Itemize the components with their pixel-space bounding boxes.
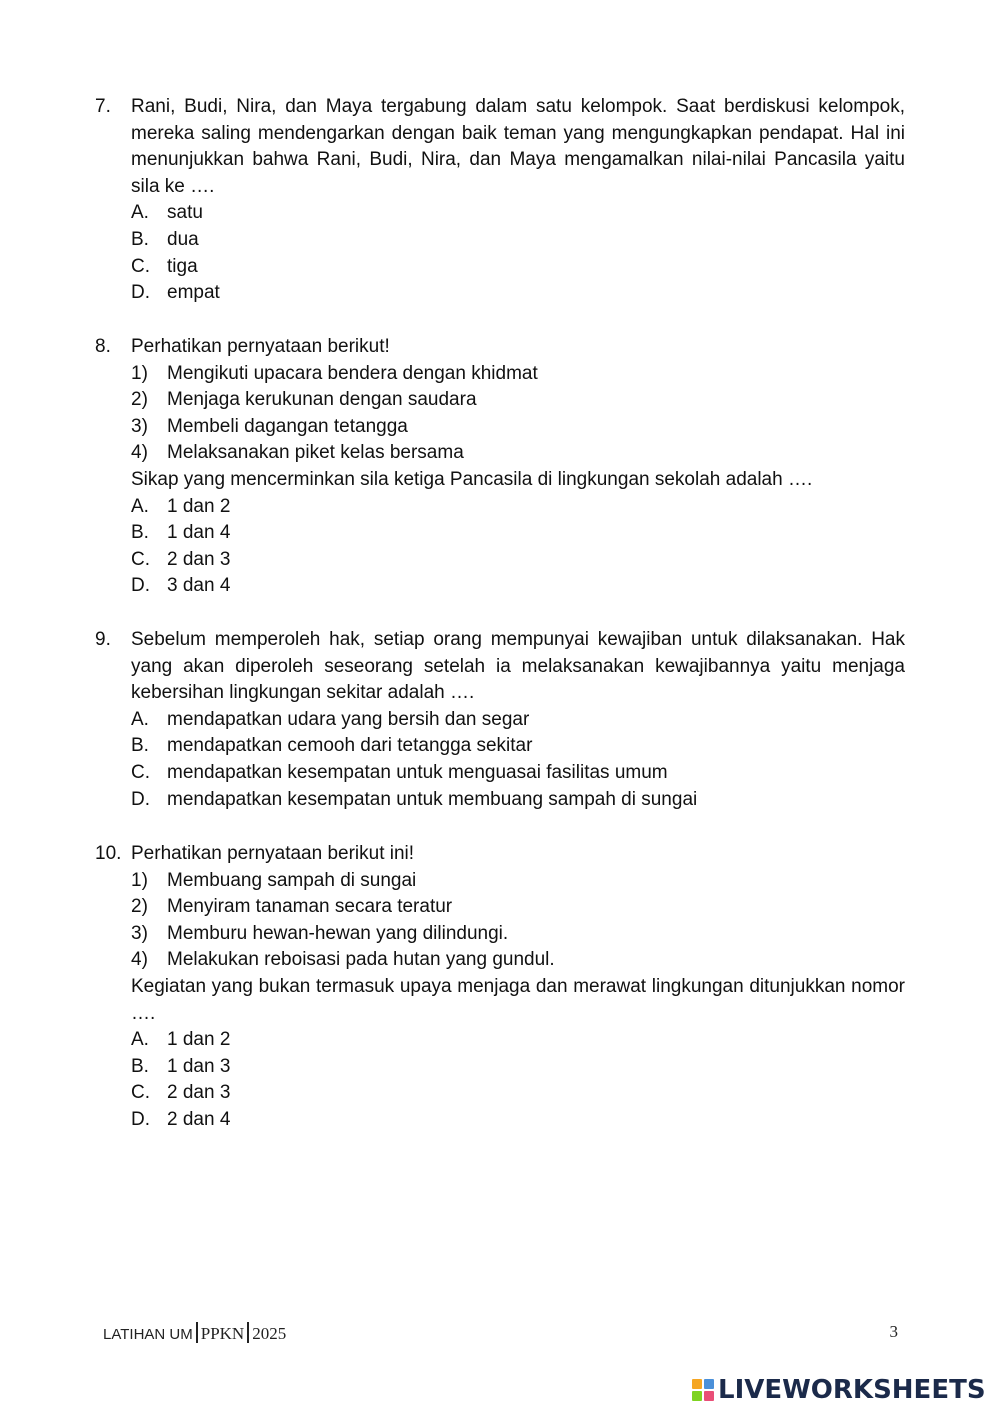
option-label: A. — [131, 495, 149, 517]
question-stem: Kegiatan yang bukan termasuk upaya menjaga dan merawat lingkungan ditunjukkan nomor …. — [131, 975, 905, 1024]
option-label: C. — [131, 548, 150, 570]
question-stem: Sikap yang mencerminkan sila ketiga Pancasila di lingkungan sekolah adalah …. — [131, 468, 813, 490]
statement-text: Melakukan reboisasi pada hutan yang gundul. — [167, 949, 555, 971]
question-9 — [95, 627, 905, 813]
option-c — [131, 547, 905, 574]
footer-separator — [196, 1322, 198, 1343]
statement-text: Mengikuti upacara bendera dengan khidmat — [167, 362, 538, 384]
option-label: A. — [131, 202, 149, 224]
question-8 — [95, 334, 905, 600]
brand-name: LIVEWORKSHEETS — [718, 1375, 986, 1405]
question-stem: Rani, Budi, Nira, dan Maya tergabung dalam satu kelompok. Saat berdiskusi kelompok, mereka saling mendengarkan dengan baik teman yang mengungkapkan pendapat. Hal ini menunjukkan bahwa Rani, Budi, Nira, dan Maya mengamalkan nilai-nilai Pancasila yaitu sila ke …. — [131, 96, 905, 197]
option-label: D. — [131, 788, 150, 810]
option-label: B. — [131, 1055, 149, 1077]
option-b — [131, 520, 905, 547]
liveworksheets-logo — [692, 1374, 986, 1406]
option-label: C. — [131, 1082, 150, 1104]
option-c — [131, 1080, 905, 1107]
question-10 — [95, 841, 905, 1134]
option-text: 1 dan 3 — [167, 1055, 231, 1077]
option-label: B. — [131, 735, 149, 757]
option-b — [131, 1054, 905, 1081]
option-label: C. — [131, 255, 150, 277]
footer-title: LATIHAN UM — [103, 1326, 193, 1343]
question-number: 8. — [95, 336, 111, 357]
question-intro: Perhatikan pernyataan berikut! — [131, 336, 390, 357]
option-a — [131, 707, 905, 734]
option-label: D. — [131, 282, 150, 304]
option-a — [131, 1027, 905, 1054]
option-d — [131, 787, 905, 814]
option-label: D. — [131, 1108, 150, 1130]
statement-item — [131, 414, 905, 441]
statement-text: Menjaga kerukunan dengan saudara — [167, 389, 477, 411]
option-a — [131, 200, 905, 227]
footer-year: 2025 — [252, 1324, 287, 1343]
option-text: 1 dan 2 — [167, 495, 231, 517]
question-number: 10. — [95, 843, 122, 864]
statement-label: 3) — [131, 922, 148, 944]
statement-text: Melaksanakan piket kelas bersama — [167, 442, 464, 464]
question-number: 9. — [95, 629, 111, 650]
question-number: 7. — [95, 96, 111, 117]
statement-item — [131, 868, 905, 895]
statement-text: Membeli dagangan tetangga — [167, 415, 408, 437]
statement-item — [131, 387, 905, 414]
question-stem: Sebelum memperoleh hak, setiap orang mempunyai kewajiban untuk dilaksanakan. Hak yang akan diperoleh seseorang setelah ia melaksanakan kewajibannya yaitu menjaga kebersihan lingkungan sekitar adalah …. — [131, 629, 905, 704]
page-footer — [103, 1322, 898, 1344]
option-text: satu — [167, 202, 203, 224]
statement-text: Menyiram tanaman secara teratur — [167, 896, 453, 918]
option-label: D. — [131, 575, 150, 597]
page-number: 3 — [889, 1322, 898, 1341]
statement-label: 1) — [131, 869, 148, 891]
option-label: B. — [131, 522, 149, 544]
statement-text: Memburu hewan-hewan yang dilindungi. — [167, 922, 509, 944]
statement-label: 4) — [131, 949, 148, 971]
option-label: B. — [131, 228, 149, 250]
statement-label: 4) — [131, 442, 148, 464]
question-intro: Perhatikan pernyataan berikut ini! — [131, 843, 415, 864]
option-text: tiga — [167, 255, 198, 277]
option-c — [131, 254, 905, 281]
option-text: 2 dan 3 — [167, 548, 231, 570]
footer-subject: PPKN — [200, 1324, 245, 1343]
footer-separator — [247, 1322, 249, 1343]
option-text: mendapatkan kesempatan untuk membuang sampah di sungai — [167, 788, 698, 810]
option-text: 1 dan 4 — [167, 522, 231, 544]
option-b — [131, 733, 905, 760]
statement-text: Membuang sampah di sungai — [167, 869, 417, 891]
option-text: mendapatkan cemooh dari tetangga sekitar — [167, 735, 533, 757]
statement-label: 3) — [131, 415, 148, 437]
statement-label: 1) — [131, 362, 148, 384]
option-label: A. — [131, 708, 149, 730]
statement-label: 2) — [131, 896, 148, 918]
option-text: 1 dan 2 — [167, 1029, 231, 1051]
option-d — [131, 1107, 905, 1134]
option-text: dua — [167, 228, 199, 250]
option-b — [131, 227, 905, 254]
option-text: mendapatkan udara yang bersih dan segar — [167, 708, 530, 730]
option-text: empat — [167, 282, 220, 304]
option-label: A. — [131, 1029, 149, 1051]
statement-item — [131, 921, 905, 948]
option-text: 3 dan 4 — [167, 575, 231, 597]
option-d — [131, 573, 905, 600]
option-text: mendapatkan kesempatan untuk menguasai fasilitas umum — [167, 761, 668, 783]
statement-item — [131, 361, 905, 388]
liveworksheets-icon — [692, 1379, 714, 1401]
statement-item — [131, 440, 905, 467]
option-c — [131, 760, 905, 787]
option-text: 2 dan 3 — [167, 1082, 231, 1104]
statement-item — [131, 894, 905, 921]
option-d — [131, 280, 905, 307]
option-a — [131, 494, 905, 521]
option-label: C. — [131, 761, 150, 783]
question-7 — [95, 94, 905, 307]
option-text: 2 dan 4 — [167, 1108, 231, 1130]
statement-label: 2) — [131, 389, 148, 411]
statement-item — [131, 947, 905, 974]
